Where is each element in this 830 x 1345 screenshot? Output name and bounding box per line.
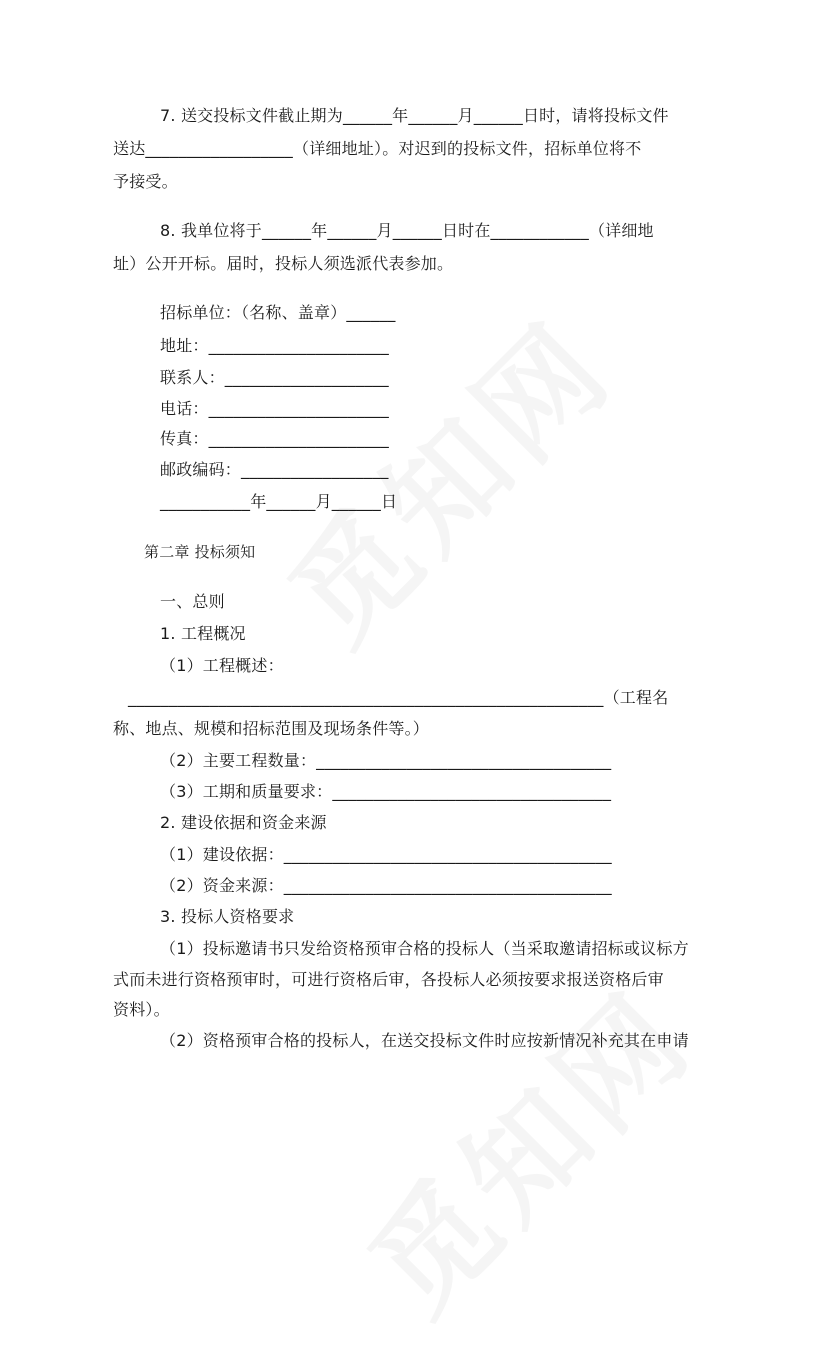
tenderer-postcode: 邮政编码：__________________	[160, 460, 389, 479]
tenderer-address: 地址：______________________	[160, 336, 390, 355]
item3-1-line3: 资料）。	[113, 1000, 170, 1019]
tenderer-fax: 传真：______________________	[160, 429, 390, 448]
section8-line1: 8. 我单位将于______年______月______日时在____________（详细地	[160, 221, 654, 240]
watermark-bottom	[326, 947, 723, 1344]
item3-1-line1: （1）投标邀请书只发给资格预审合格的投标人（当采取邀请招标或议标方	[160, 939, 689, 958]
section7-line3: 予接受。	[113, 172, 178, 191]
chapter-title: 第二章 投标须知	[144, 543, 256, 561]
item3-2-line1: （2）资格预审合格的投标人，在送交投标文件时应按新情况补充其在申请	[160, 1031, 689, 1050]
item3-heading: 3. 投标人资格要求	[160, 907, 295, 926]
item2-1: （1）建设依据：________________________________________	[160, 845, 612, 864]
item1-1-cont: 称、地点、规模和招标范围及现场条件等。）	[113, 719, 430, 738]
section7-line2: 送达__________________（详细地址）。对迟到的投标文件，招标单位将不	[113, 139, 642, 158]
item2-2: （2）资金来源：________________________________________	[160, 876, 612, 895]
item1-2: （2）主要工程数量：____________________________________	[160, 751, 612, 770]
item1-1-blank: __________________________________________________________（工程名	[128, 688, 669, 707]
tenderer-contact: 联系人：____________________	[160, 368, 389, 387]
general-heading: 一、总则	[160, 592, 225, 611]
tenderer-phone: 电话：______________________	[160, 399, 390, 418]
tenderer-unit: 招标单位：（名称、盖章）______	[160, 303, 396, 322]
section7-line1: 7. 送交投标文件截止期为______年______月______日时，请将投标文件	[160, 106, 669, 125]
section8-line2: 址）公开开标。届时，投标人须选派代表参加。	[113, 254, 454, 273]
item1-3: （3）工期和质量要求：__________________________________	[160, 782, 612, 801]
item2-heading: 2. 建设依据和资金来源	[160, 813, 327, 832]
item1-heading: 1. 工程概况	[160, 624, 246, 643]
item1-1: （1）工程概述：	[160, 656, 284, 675]
item3-1-line2: 式而未进行资格预审时，可进行资格后审，各投标人必须按要求报送资格后审	[113, 970, 664, 989]
tenderer-date: ___________年______月______日	[160, 492, 398, 511]
